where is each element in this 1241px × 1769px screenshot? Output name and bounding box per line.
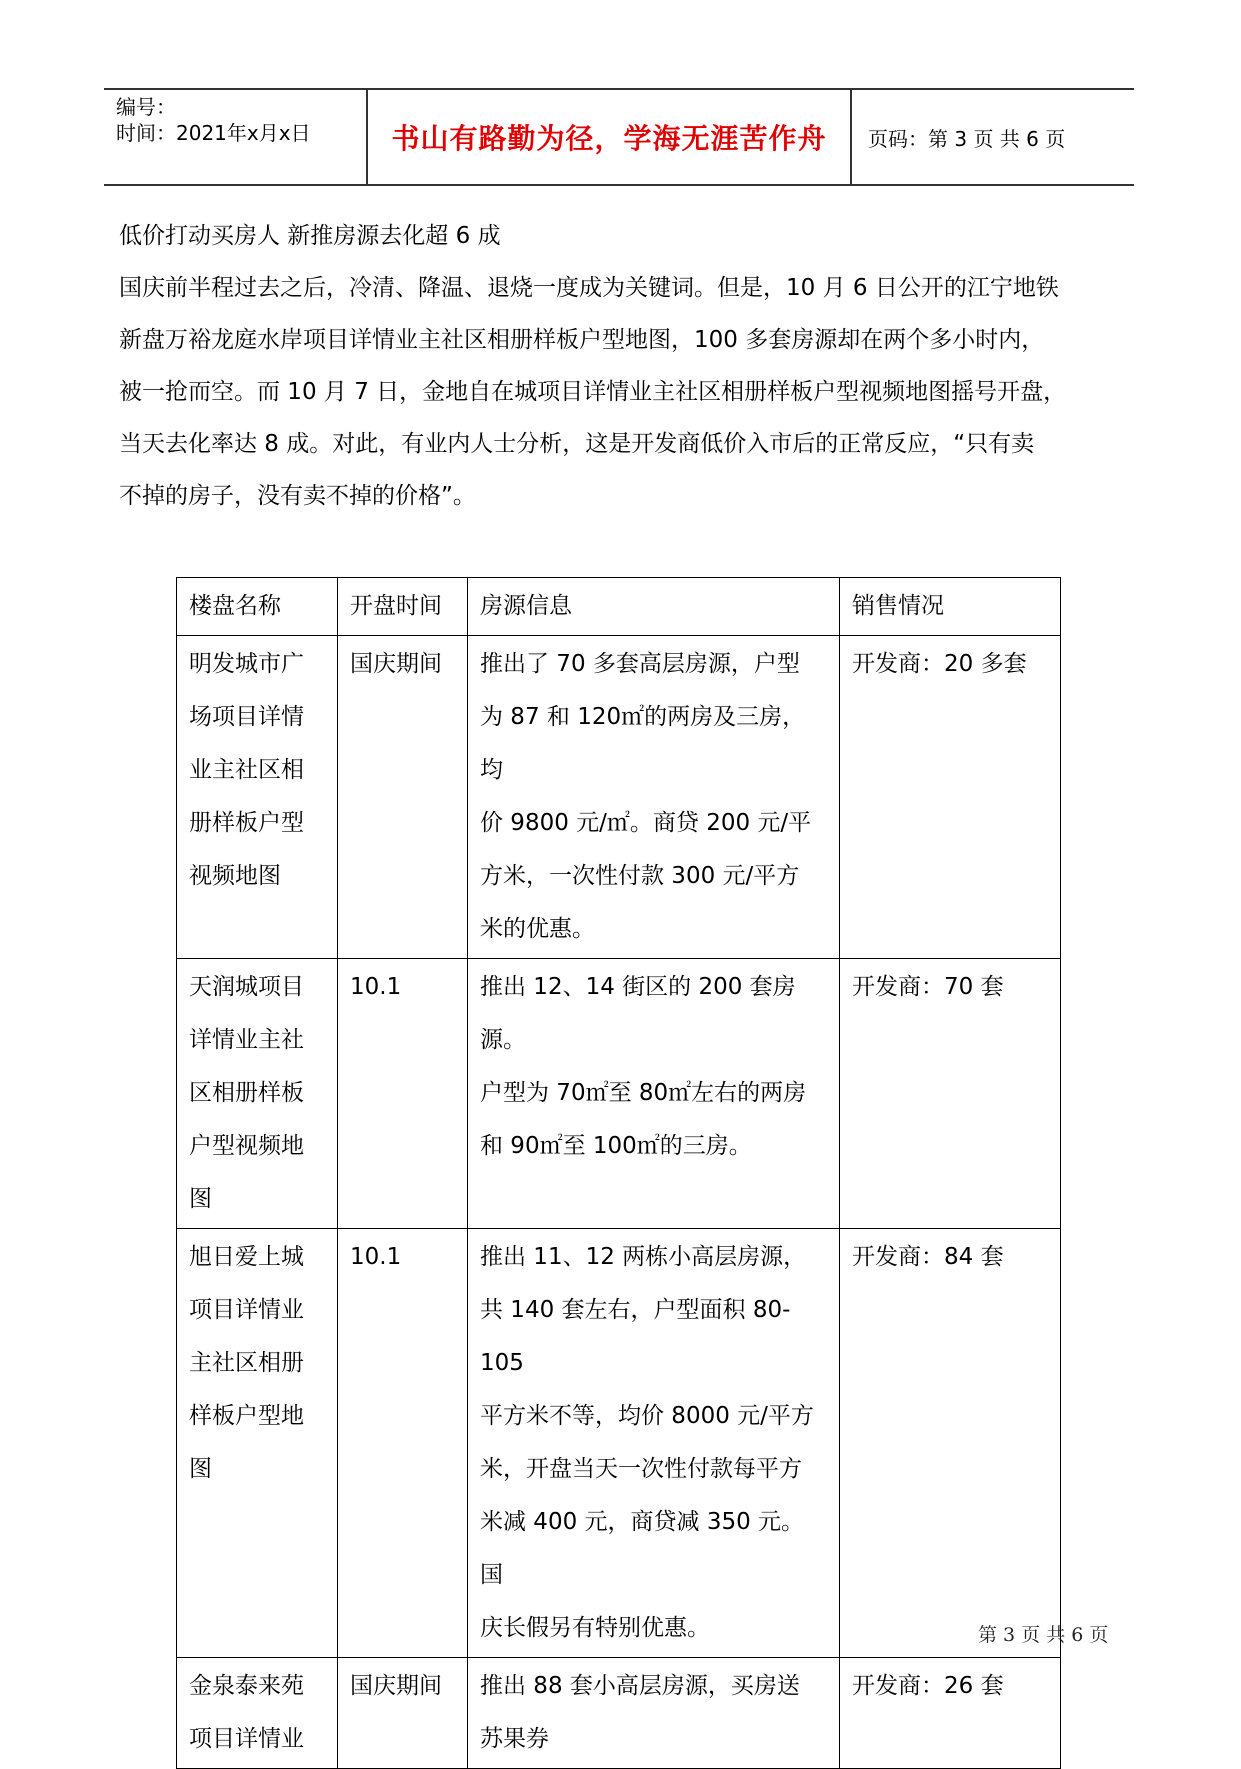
article-line: 新盘万裕龙庭水岸项目详情业主社区相册样板户型地图，100 多套房源却在两个多小时内， — [119, 327, 1045, 353]
header-meta — [104, 90, 368, 184]
header-page-cell — [852, 90, 1134, 184]
header-cell-time: 开盘时间 — [338, 578, 468, 636]
cell-line: 米减 400 元，商贷减 350 元。国 — [480, 1509, 805, 1588]
cell-sales: 开发商：20 多套 — [840, 636, 1061, 959]
cell-project-name — [177, 636, 338, 959]
cell-line: 样板户型地 — [189, 1403, 304, 1429]
cell-line: 明发城市广 — [189, 651, 304, 677]
motto-text: 书山有路勤为径，学海无涯苦作舟 — [391, 122, 827, 155]
cell-line: 方米，一次性付款 300 元/平方 — [480, 863, 800, 889]
table-row — [177, 959, 1061, 1229]
cell-line: 平方米不等，均价 8000 元/平方 — [480, 1403, 814, 1429]
cell-line: 为 87 和 120㎡的两房及三房，均 — [480, 704, 806, 783]
article-body — [119, 210, 1129, 522]
property-table — [176, 577, 1061, 1769]
cell-open-time: 国庆期间 — [338, 636, 468, 959]
cell-line: 米的优惠。 — [480, 916, 595, 942]
cell-housing-info — [468, 636, 840, 959]
cell-line: 户型为 70㎡至 80㎡左右的两房 — [480, 1080, 807, 1106]
cell-line: 场项目详情 — [189, 704, 304, 730]
article-title: 低价打动买房人 新推房源去化超 6 成 — [119, 223, 501, 249]
cell-line: 和 90㎡至 100㎡的三房。 — [480, 1133, 752, 1159]
cell-open-time: 国庆期间 — [338, 1658, 468, 1769]
cell-line: 苏果券 — [480, 1726, 549, 1752]
cell-project-name — [177, 959, 338, 1229]
page-footer: 第 3 页 共 6 页 — [978, 1624, 1109, 1646]
cell-line: 推出 12、14 街区的 200 套房源。 — [480, 974, 796, 1053]
article-line: 当天去化率达 8 成。对此，有业内人士分析，这是开发商低价入市后的正常反应，“只有卖 — [119, 431, 1035, 457]
cell-open-time: 10.1 — [338, 1229, 468, 1658]
header-page-number: 页码：第 3 页 共 6 页 — [868, 126, 1066, 151]
cell-line: 详情业主社 — [189, 1027, 304, 1053]
cell-line: 天润城项目 — [189, 974, 304, 1000]
table-header-row — [177, 578, 1061, 636]
cell-housing-info — [468, 1658, 840, 1769]
cell-line: 共 140 套左右，户型面积 80-105 — [480, 1297, 791, 1376]
header-cell-sales: 销售情况 — [840, 578, 1061, 636]
cell-project-name — [177, 1658, 338, 1769]
document-number-label: 编号： — [116, 95, 176, 119]
cell-line: 项目详情业 — [189, 1297, 304, 1323]
cell-line: 图 — [189, 1456, 212, 1482]
cell-line: 主社区相册 — [189, 1350, 304, 1376]
cell-line: 视频地图 — [189, 863, 281, 889]
cell-line: 册样板户型 — [189, 810, 304, 836]
article-line: 被一抢而空。而 10 月 7 日，金地自在城项目详情业主社区相册样板户型视频地图摇号开盘， — [119, 379, 1067, 405]
cell-line: 价 9800 元/㎡。商贷 200 元/平 — [480, 810, 812, 836]
cell-line: 米，开盘当天一次性付款每平方 — [480, 1456, 802, 1482]
cell-housing-info — [468, 959, 840, 1229]
table-row — [177, 636, 1061, 959]
header-motto-cell — [368, 90, 852, 184]
cell-line: 旭日爱上城 — [189, 1244, 304, 1270]
cell-line: 户型视频地 — [189, 1133, 304, 1159]
cell-line: 业主社区相 — [189, 757, 304, 783]
cell-sales: 开发商：70 套 — [840, 959, 1061, 1229]
article-line: 国庆前半程过去之后，冷清、降温、退烧一度成为关键词。但是，10 月 6 日公开的江宁地铁 — [119, 275, 1059, 301]
article-line: 不掉的房子，没有卖不掉的价格”。 — [119, 483, 476, 509]
table-row — [177, 1658, 1061, 1769]
cell-line: 推出 88 套小高层房源，买房送 — [480, 1673, 800, 1699]
header-cell-name: 楼盘名称 — [177, 578, 338, 636]
page-header — [104, 88, 1134, 186]
cell-line: 图 — [189, 1186, 212, 1212]
cell-housing-info — [468, 1229, 840, 1658]
cell-project-name — [177, 1229, 338, 1658]
cell-line: 区相册样板 — [189, 1080, 304, 1106]
document-time-label: 时间：2021年x月x日 — [116, 121, 311, 145]
table-row — [177, 1229, 1061, 1658]
cell-line: 庆长假另有特别优惠。 — [480, 1615, 710, 1641]
cell-open-time: 10.1 — [338, 959, 468, 1229]
cell-line: 金泉泰来苑 — [189, 1673, 304, 1699]
cell-sales: 开发商：26 套 — [840, 1658, 1061, 1769]
cell-line: 项目详情业 — [189, 1726, 304, 1752]
header-cell-info: 房源信息 — [468, 578, 840, 636]
cell-sales: 开发商：84 套 — [840, 1229, 1061, 1658]
cell-line: 推出 11、12 两栋小高层房源， — [480, 1244, 807, 1270]
cell-line: 推出了 70 多套高层房源，户型 — [480, 651, 800, 677]
